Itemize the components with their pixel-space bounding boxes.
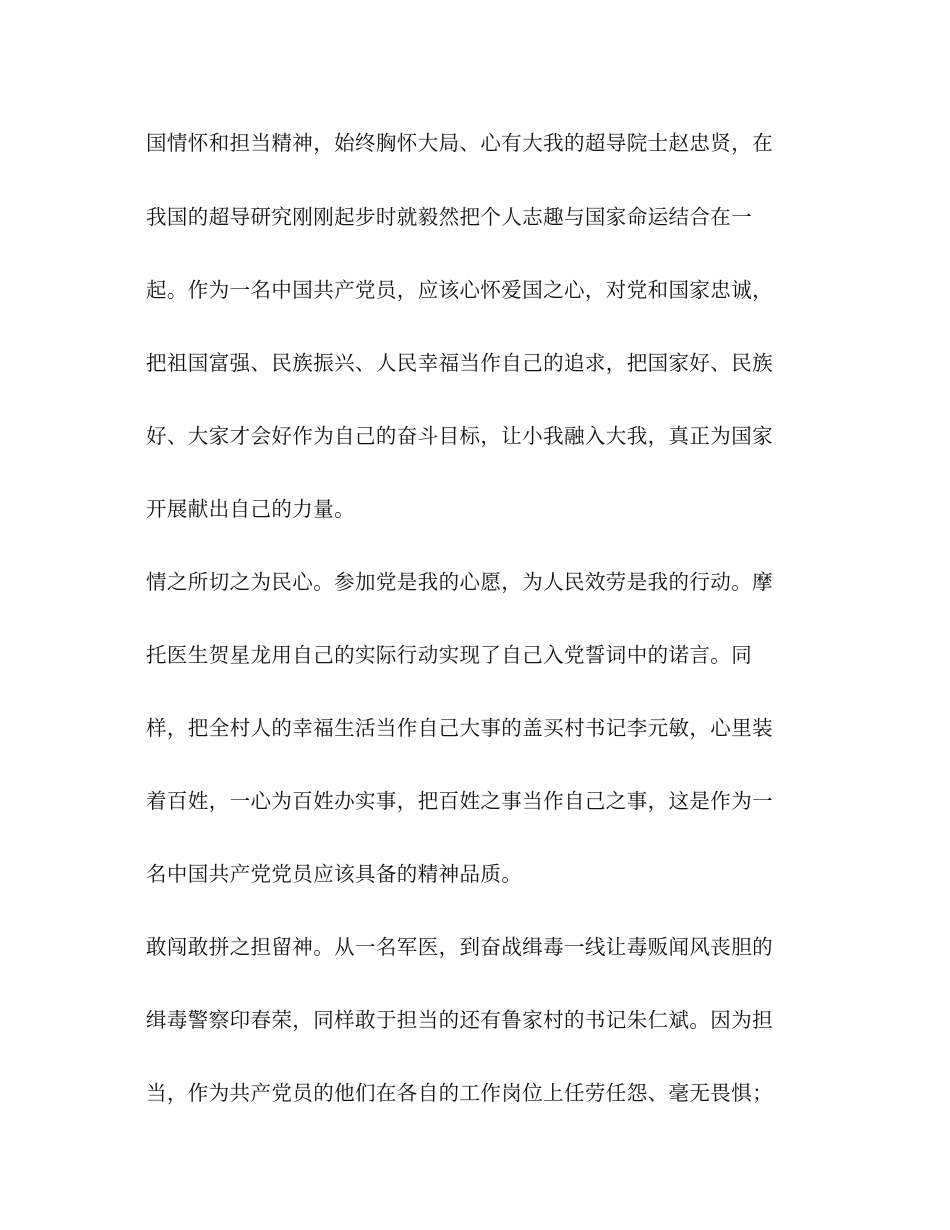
text-line: 缉毒警察印春荣，同样敢于担当的还有鲁家村的书记朱仁斌。因为担 xyxy=(146,1008,773,1032)
text-line: 好、大家才会好作为自己的奋斗目标，让小我融入大我，真正为国家 xyxy=(146,424,773,448)
text-line: 样，把全村人的幸福生活当作自己大事的盖买村书记李元敏，心里装 xyxy=(146,716,773,740)
text-line: 着百姓，一心为百姓办实事，把百姓之事当作自己之事，这是作为一 xyxy=(146,789,773,813)
text-line: 情之所切之为民心。参加党是我的心愿，为人民效劳是我的行动。摩 xyxy=(146,570,773,594)
text-line: 开展献出自己的力量。 xyxy=(146,497,355,521)
text-line: 当，作为共产党员的他们在各自的工作岗位上任劳任怨、毫无畏惧； xyxy=(146,1081,773,1105)
text-line: 敢闯敢拼之担留神。从一名军医，到奋战缉毒一线让毒贩闻风丧胆的 xyxy=(146,935,773,959)
text-line: 托医生贺星龙用自己的实际行动实现了自己入党誓词中的诺言。同 xyxy=(146,643,753,667)
text-line: 国情怀和担当精神，始终胸怀大局、心有大我的超导院士赵忠贤，在 xyxy=(146,131,773,155)
text-line: 把祖国富强、民族振兴、人民幸福当作自己的追求，把国家好、民族 xyxy=(146,351,773,375)
text-line: 名中国共产党党员应该具备的精神品质。 xyxy=(146,862,523,886)
text-line: 起。作为一名中国共产党员，应该心怀爱国之心，对党和国家忠诚， xyxy=(146,278,773,302)
text-line: 我国的超导研究刚刚起步时就毅然把个人志趣与国家命运结合在一 xyxy=(146,205,753,229)
